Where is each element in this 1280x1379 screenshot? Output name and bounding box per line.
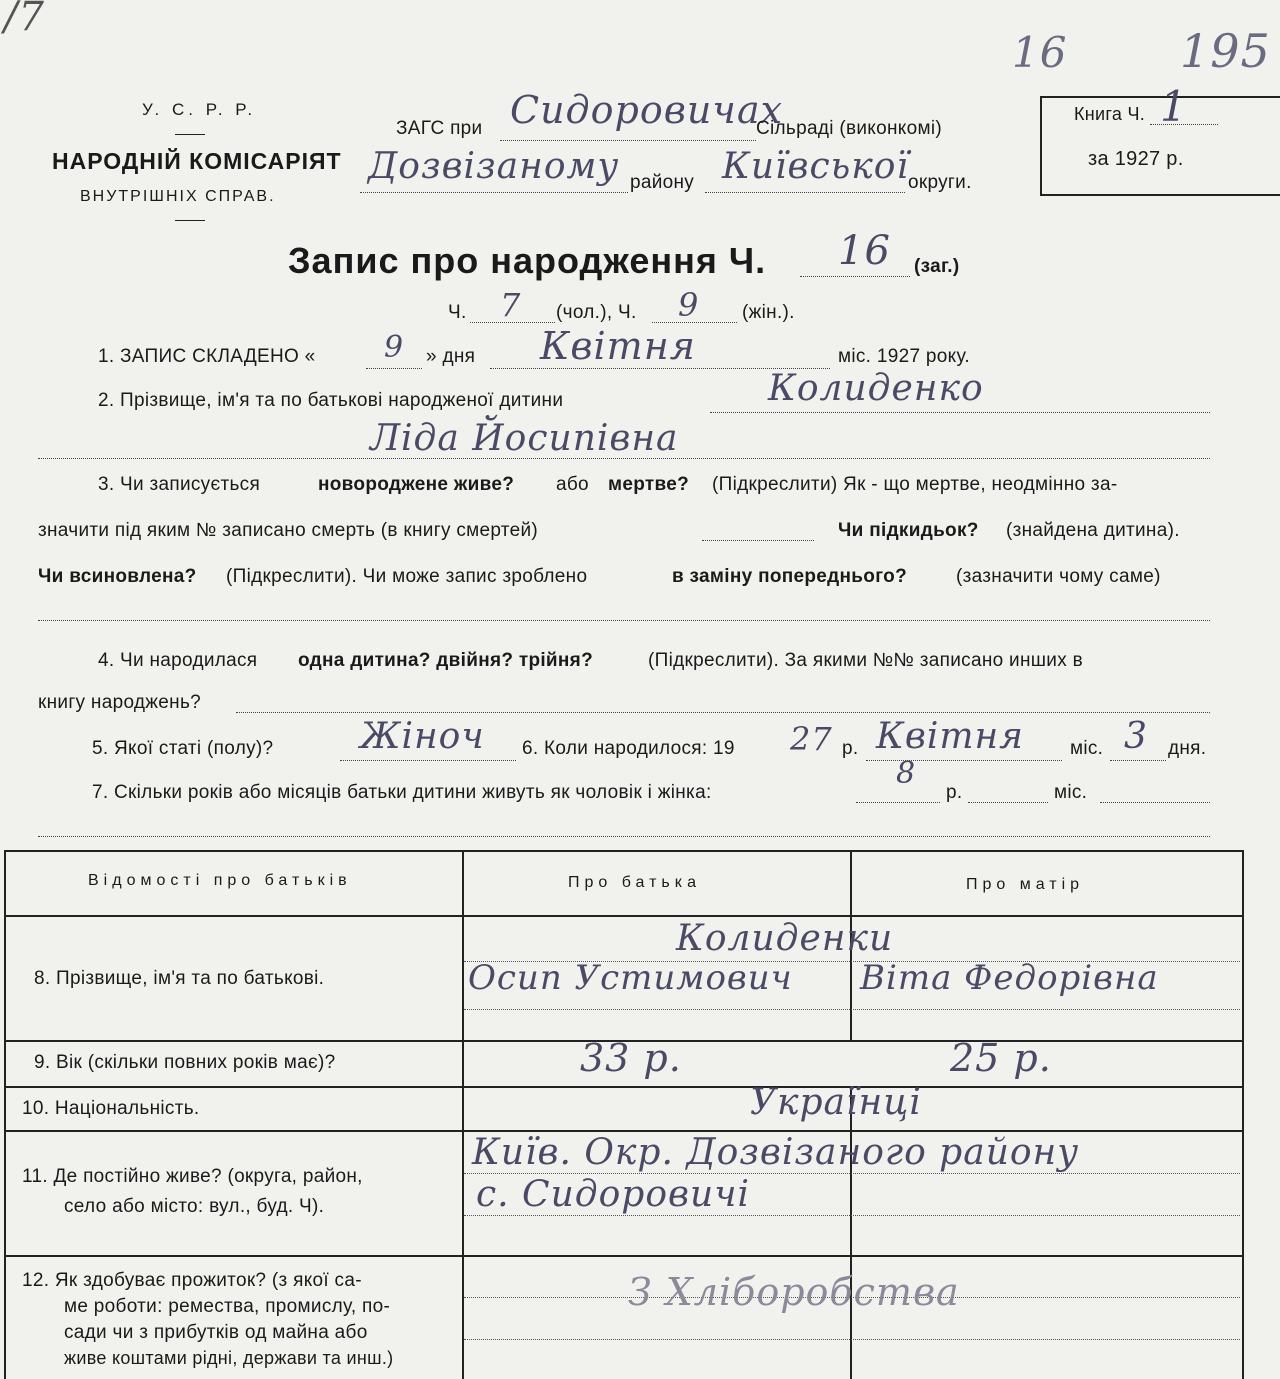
f6-month: Квітня [876,716,1025,757]
row11-common-2: с. Сидоровичі [476,1174,751,1215]
header-sep-1 [175,134,205,135]
f3-l3-d: (зазначити чому саме) [956,566,1161,587]
f7-months-line [968,802,1048,803]
f2-name: Ліда Йосипівна [370,418,679,459]
row11-label-1: 11. Де постійно живе? (округа, район, [22,1166,363,1187]
book-number-line [1150,124,1218,125]
f1-suffix: міс. 1927 року. [838,346,970,367]
subline-male-label: (чол.), Ч. [556,302,637,323]
f5-line [340,760,516,761]
f3-l3-c: в заміну попереднього? [672,566,907,587]
zags-okruga: Київської [722,146,909,187]
f3-l1-e: (Підкреслити) Як - що мертве, неодмінно за- [712,474,1118,495]
f5-value: Жіноч [360,716,485,757]
subline-female-line [652,322,737,323]
f7-line2 [38,836,1210,837]
row9-label: 9. Вік (скільки повних років має)? [34,1052,336,1073]
row8-label: 8. Прізвище, ім'я та по батькові. [34,968,325,989]
f4-l2-line [236,712,1210,713]
subline-female: 9 [678,286,700,324]
f6-dnia: дня. [1168,738,1207,759]
corner-mark-right: 195 [1180,24,1271,78]
subline-ch: Ч. [448,302,467,323]
f3-l1-b: новороджене живе? [318,474,515,495]
zags-district-line [360,192,628,193]
row9-mother: 25 р. [950,1036,1052,1080]
book-box-bottom [1040,194,1280,196]
corner-mark-mid: 16 [1012,28,1068,77]
zags-okruga-line [705,192,905,193]
row9-father: 33 р. [580,1036,682,1080]
header-commissariat: НАРОДНІЙ КОМІСАРІЯТ [52,148,342,174]
book-year: за 1927 р. [1088,148,1184,170]
subline-female-label: (жін.). [742,302,795,323]
table-col2b [850,1086,852,1379]
header-dept: ВНУТРІШНІХ СПРАВ. [80,188,276,205]
f7-years: 8 [896,756,917,791]
table-right [1242,850,1244,1379]
f3-l1-c: або [556,474,589,495]
header-country: У. С. Р. Р. [142,100,257,119]
row10-common: Українці [750,1082,922,1123]
table-top [4,850,1244,852]
row8-mother: Віта Федорівна [860,958,1159,998]
f6-label: 6. Коли народилося: 19 [522,738,735,759]
f3-l1-d: мертве? [608,474,689,495]
f3-l2-b: Чи підкидьок? [838,520,979,541]
f3-l3-a: Чи всиновлена? [38,566,197,587]
table-col1 [462,850,464,1379]
subline-male: 7 [500,286,522,324]
f2-name-line [38,458,1210,459]
zags-suffix: Сільраді (виконкомі) [756,118,942,139]
col-header-mother: Про матір [966,876,1085,893]
table-header-bottom [4,915,1244,917]
f3-l3-b: (Підкреслити). Чи може запис зроблено [226,566,588,587]
table-row11-bottom [4,1255,1244,1257]
f2-surname-line [710,412,1210,413]
row12-common: З Хліборобства [628,1270,960,1314]
zags-village-line [500,140,756,141]
record-title-suffix: (заг.) [914,256,960,277]
table-row9-bottom [4,1086,1244,1088]
corner-mark-left: /7 [4,0,45,40]
zags-district: Дозвізаному [368,146,620,187]
row8-common-surname: Колиденки [676,918,894,959]
zags-village: Сидоровичах [510,88,784,132]
f3-l2-a: значити під яким № записано смерть (в книгу смертей) [38,520,538,541]
f4-l1-c: (Підкреслити). За якими №№ записано инших в [648,650,1083,671]
col-header-info: Відомості про батьків [88,872,352,889]
f5-label: 5. Якої статі (полу)? [92,738,274,759]
row8-father: Осип Устимович [468,958,793,998]
row10-label: 10. Національність. [22,1098,200,1119]
f4-l1-a: 4. Чи народилася [98,650,258,671]
f1-day-line [366,368,422,369]
header-sep-2 [175,220,205,221]
f1-mid: » дня [426,346,476,367]
record-title: Запис про народження Ч. [288,240,767,281]
zags-district-label: району [630,172,695,193]
row12-dots-2 [464,1338,1240,1340]
row11-common-1: Київ. Окр. Дозвізаного району [472,1132,1080,1173]
row12-label-3: сади чи з прибутків од майна або [64,1322,368,1343]
f3-l2-line [702,540,814,541]
record-number-line [800,276,910,277]
book-box-frame [1040,96,1042,196]
zags-okruga-label: округи. [908,172,972,193]
subline-male-line [470,322,555,323]
f2-surname: Колиденко [768,368,984,409]
book-number: 1 [1160,82,1188,131]
f7-r: р. [946,782,963,803]
row8-dots-2 [464,1008,1240,1010]
zags-prefix: ЗАГС при [396,118,483,139]
table-left [4,850,6,1379]
f6-year: 27 [790,720,833,758]
row11-label-2: село або місто: вул., буд. Ч). [64,1196,325,1217]
f6-mis: міс. [1070,738,1104,759]
f3-l2-c: (знайдена дитина). [1006,520,1180,541]
f7-years-line [856,802,940,803]
f1-prefix: 1. ЗАПИС СКЛАДЕНО « [98,346,316,367]
record-number: 16 [838,228,891,274]
f6-day: 3 [1124,716,1148,757]
book-label: Книга Ч. [1074,104,1146,124]
f7-end-line [1100,802,1210,803]
f6-r: р. [842,738,859,759]
f7-label: 7. Скільки років або місяців батьки дитини живуть як чоловік і жінка: [92,782,712,803]
f7-mis: міс. [1054,782,1088,803]
f3-l1-a: 3. Чи записується [98,474,261,495]
f4-l2: книгу народжень? [38,692,202,713]
row12-label-2: ме роботи: ремества, промислу, по- [64,1296,391,1317]
f3-l4-line [38,620,1210,621]
col-header-father: Про батька [568,874,701,891]
f1-month: Квітня [540,324,696,368]
f2-label: 2. Прізвище, ім'я та по батькові народженої дитини [98,390,564,411]
f4-l1-b: одна дитина? двійня? трійня? [298,650,593,671]
row12-label-1: 12. Як здобуває прожиток? (з якої са- [22,1270,362,1291]
row12-label-4: живе коштами рідні, держави та инш.) [64,1348,394,1368]
f1-day: 9 [384,330,405,365]
f6-day-line [1110,760,1166,761]
